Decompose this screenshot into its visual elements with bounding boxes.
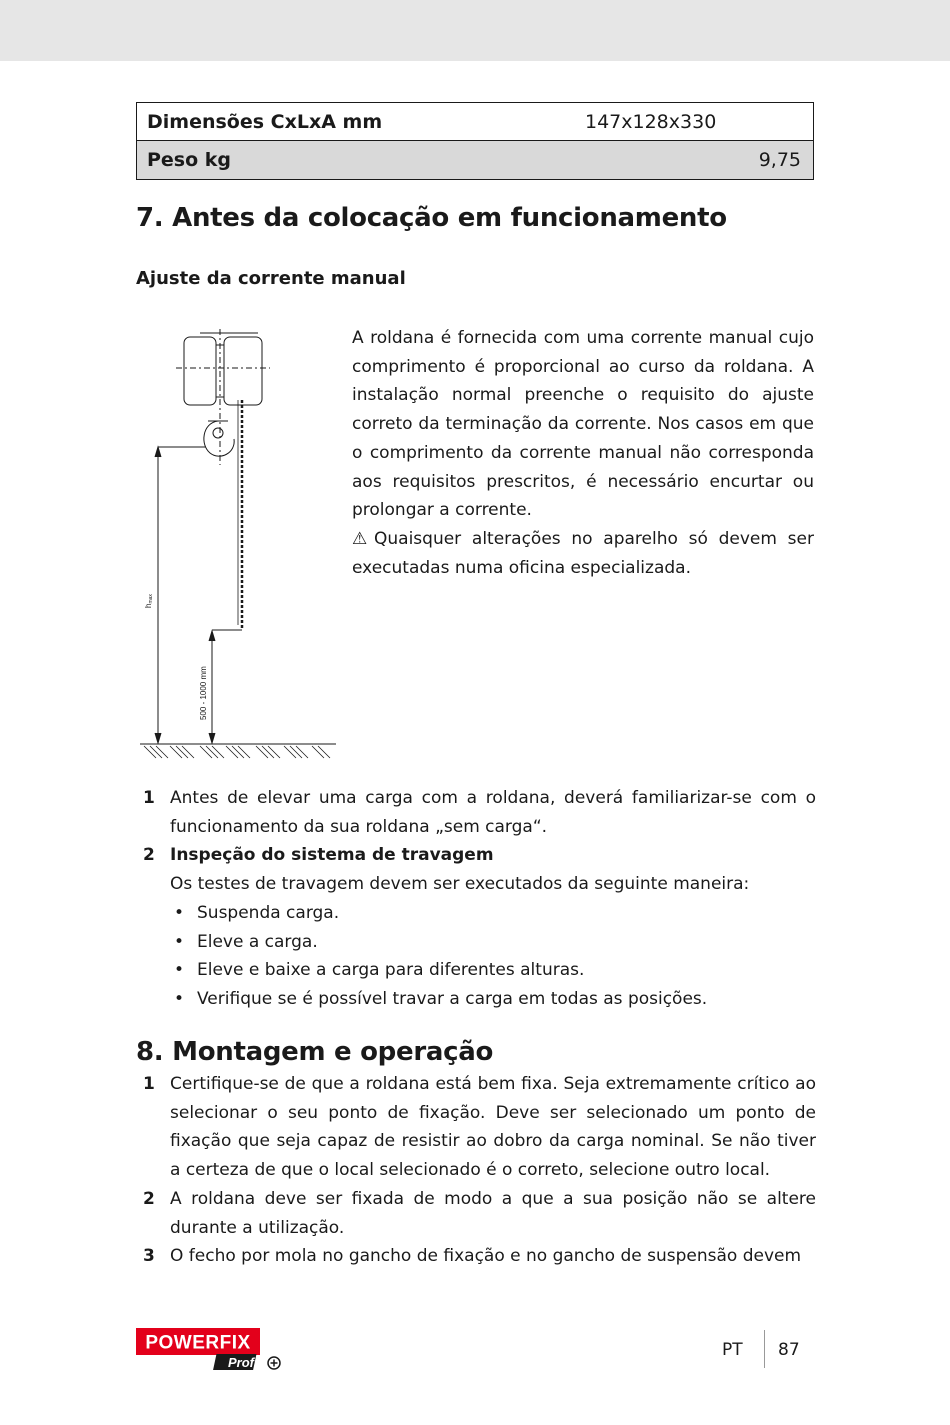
bullet-item	[136, 956, 816, 985]
item-text: Certifique-se de que a roldana está bem fixa. Seja extremamente crítico ao selecionar o seu ponto de fixação. Deve ser selecionado um ponto de fixação que seja capaz de resistir ao dobro da carga nominal. Se não tiver a certeza de que o local selecionado é o correto, selecione outro local.	[170, 1074, 816, 1181]
hook	[204, 421, 234, 456]
item-number: 3	[143, 1246, 155, 1267]
item-text: A roldana deve ser fixada de modo a que a sua posição não se altere durante a utilização.	[170, 1188, 816, 1238]
section-7-list	[136, 784, 816, 1014]
chain-paragraph: A roldana é fornecida com uma corrente manual cujo comprimento é proporcional ao curso da roldana. A instalação normal preenche o requisito do ajuste correto da terminação da corrente. Nos casos em que o comprimento da corrente manual não corresponda aos requisitos prescritos, é necessário encurtar ou prolongar a corrente.	[352, 328, 814, 521]
bullet-dot: •	[174, 988, 185, 1009]
item-number: 1	[143, 788, 155, 808]
list-item	[136, 1242, 816, 1271]
list-item	[136, 1070, 816, 1185]
warning-icon: ⚠	[352, 528, 368, 549]
warning-note	[352, 525, 814, 582]
item-title: Inspeção do sistema de travagem	[170, 845, 494, 866]
bullet-item	[136, 899, 816, 928]
warning-text: Quaisquer alterações no aparelho só devem ser executadas numa oficina especializada.	[352, 528, 814, 578]
item-number: 2	[143, 1188, 155, 1209]
bullet-text: Eleve e baixe a carga para diferentes alturas.	[197, 960, 585, 981]
hoist-body-left	[184, 337, 216, 405]
list-item	[136, 1185, 816, 1242]
bullet-item	[136, 985, 816, 1014]
svg-text:hmax	[144, 594, 154, 608]
powerfix-logo	[136, 1328, 286, 1374]
footer-divider	[764, 1330, 765, 1368]
bullet-dot: •	[174, 960, 185, 981]
hoist-body-right	[224, 337, 262, 405]
spec-row-dimensions	[137, 103, 813, 141]
spec-table	[136, 102, 814, 180]
item-text: O fecho por mola no gancho de fixação e no gancho de suspensão devem	[170, 1246, 802, 1267]
footer-language: PT	[722, 1340, 743, 1360]
list-item	[136, 841, 816, 870]
hmax-label: h	[144, 603, 153, 608]
top-band	[0, 0, 950, 61]
chain-adjust-text	[352, 324, 814, 582]
section-8-list	[136, 1070, 816, 1271]
hoist-chain-diagram	[140, 325, 340, 775]
item-text: Os testes de travagem devem ser executados da seguinte maneira:	[170, 874, 750, 895]
bullet-text: Verifique se é possível travar a carga em todas as posições.	[197, 988, 708, 1009]
section-7-subtitle: Ajuste da corrente manual	[136, 268, 406, 289]
spec-value: 9,75	[758, 149, 801, 171]
section-8-title: 8. Montagem e operação	[136, 1037, 494, 1067]
section-7-title: 7. Antes da colocação em funcionamento	[136, 203, 727, 233]
list-item	[136, 784, 816, 841]
range-label: 500 - 1000 mm	[199, 666, 208, 720]
ground-hatch	[144, 746, 330, 758]
spec-label: Dimensões CxLxA mm	[147, 110, 383, 133]
logo-sub-text: Profi	[228, 1355, 258, 1370]
bullet-dot: •	[174, 931, 185, 952]
bullet-dot: •	[174, 902, 185, 923]
page-number: 87	[778, 1340, 800, 1360]
spec-label: Peso kg	[147, 149, 232, 171]
bullet-text: Suspenda carga.	[197, 902, 340, 923]
spec-value: 147x128x330	[585, 110, 717, 133]
item-text: Antes de elevar uma carga com a roldana, deverá familiarizar-se com o funcionamento da sua roldana „sem carga“.	[170, 788, 816, 837]
bullet-text: Eleve a carga.	[197, 931, 318, 952]
hmax-subscript: max	[148, 594, 154, 604]
item-number: 1	[143, 1074, 155, 1094]
item-number: 2	[143, 845, 155, 866]
spec-row-weight	[137, 141, 813, 179]
bullet-item	[136, 928, 816, 957]
logo-text: POWERFIX	[145, 1332, 251, 1354]
